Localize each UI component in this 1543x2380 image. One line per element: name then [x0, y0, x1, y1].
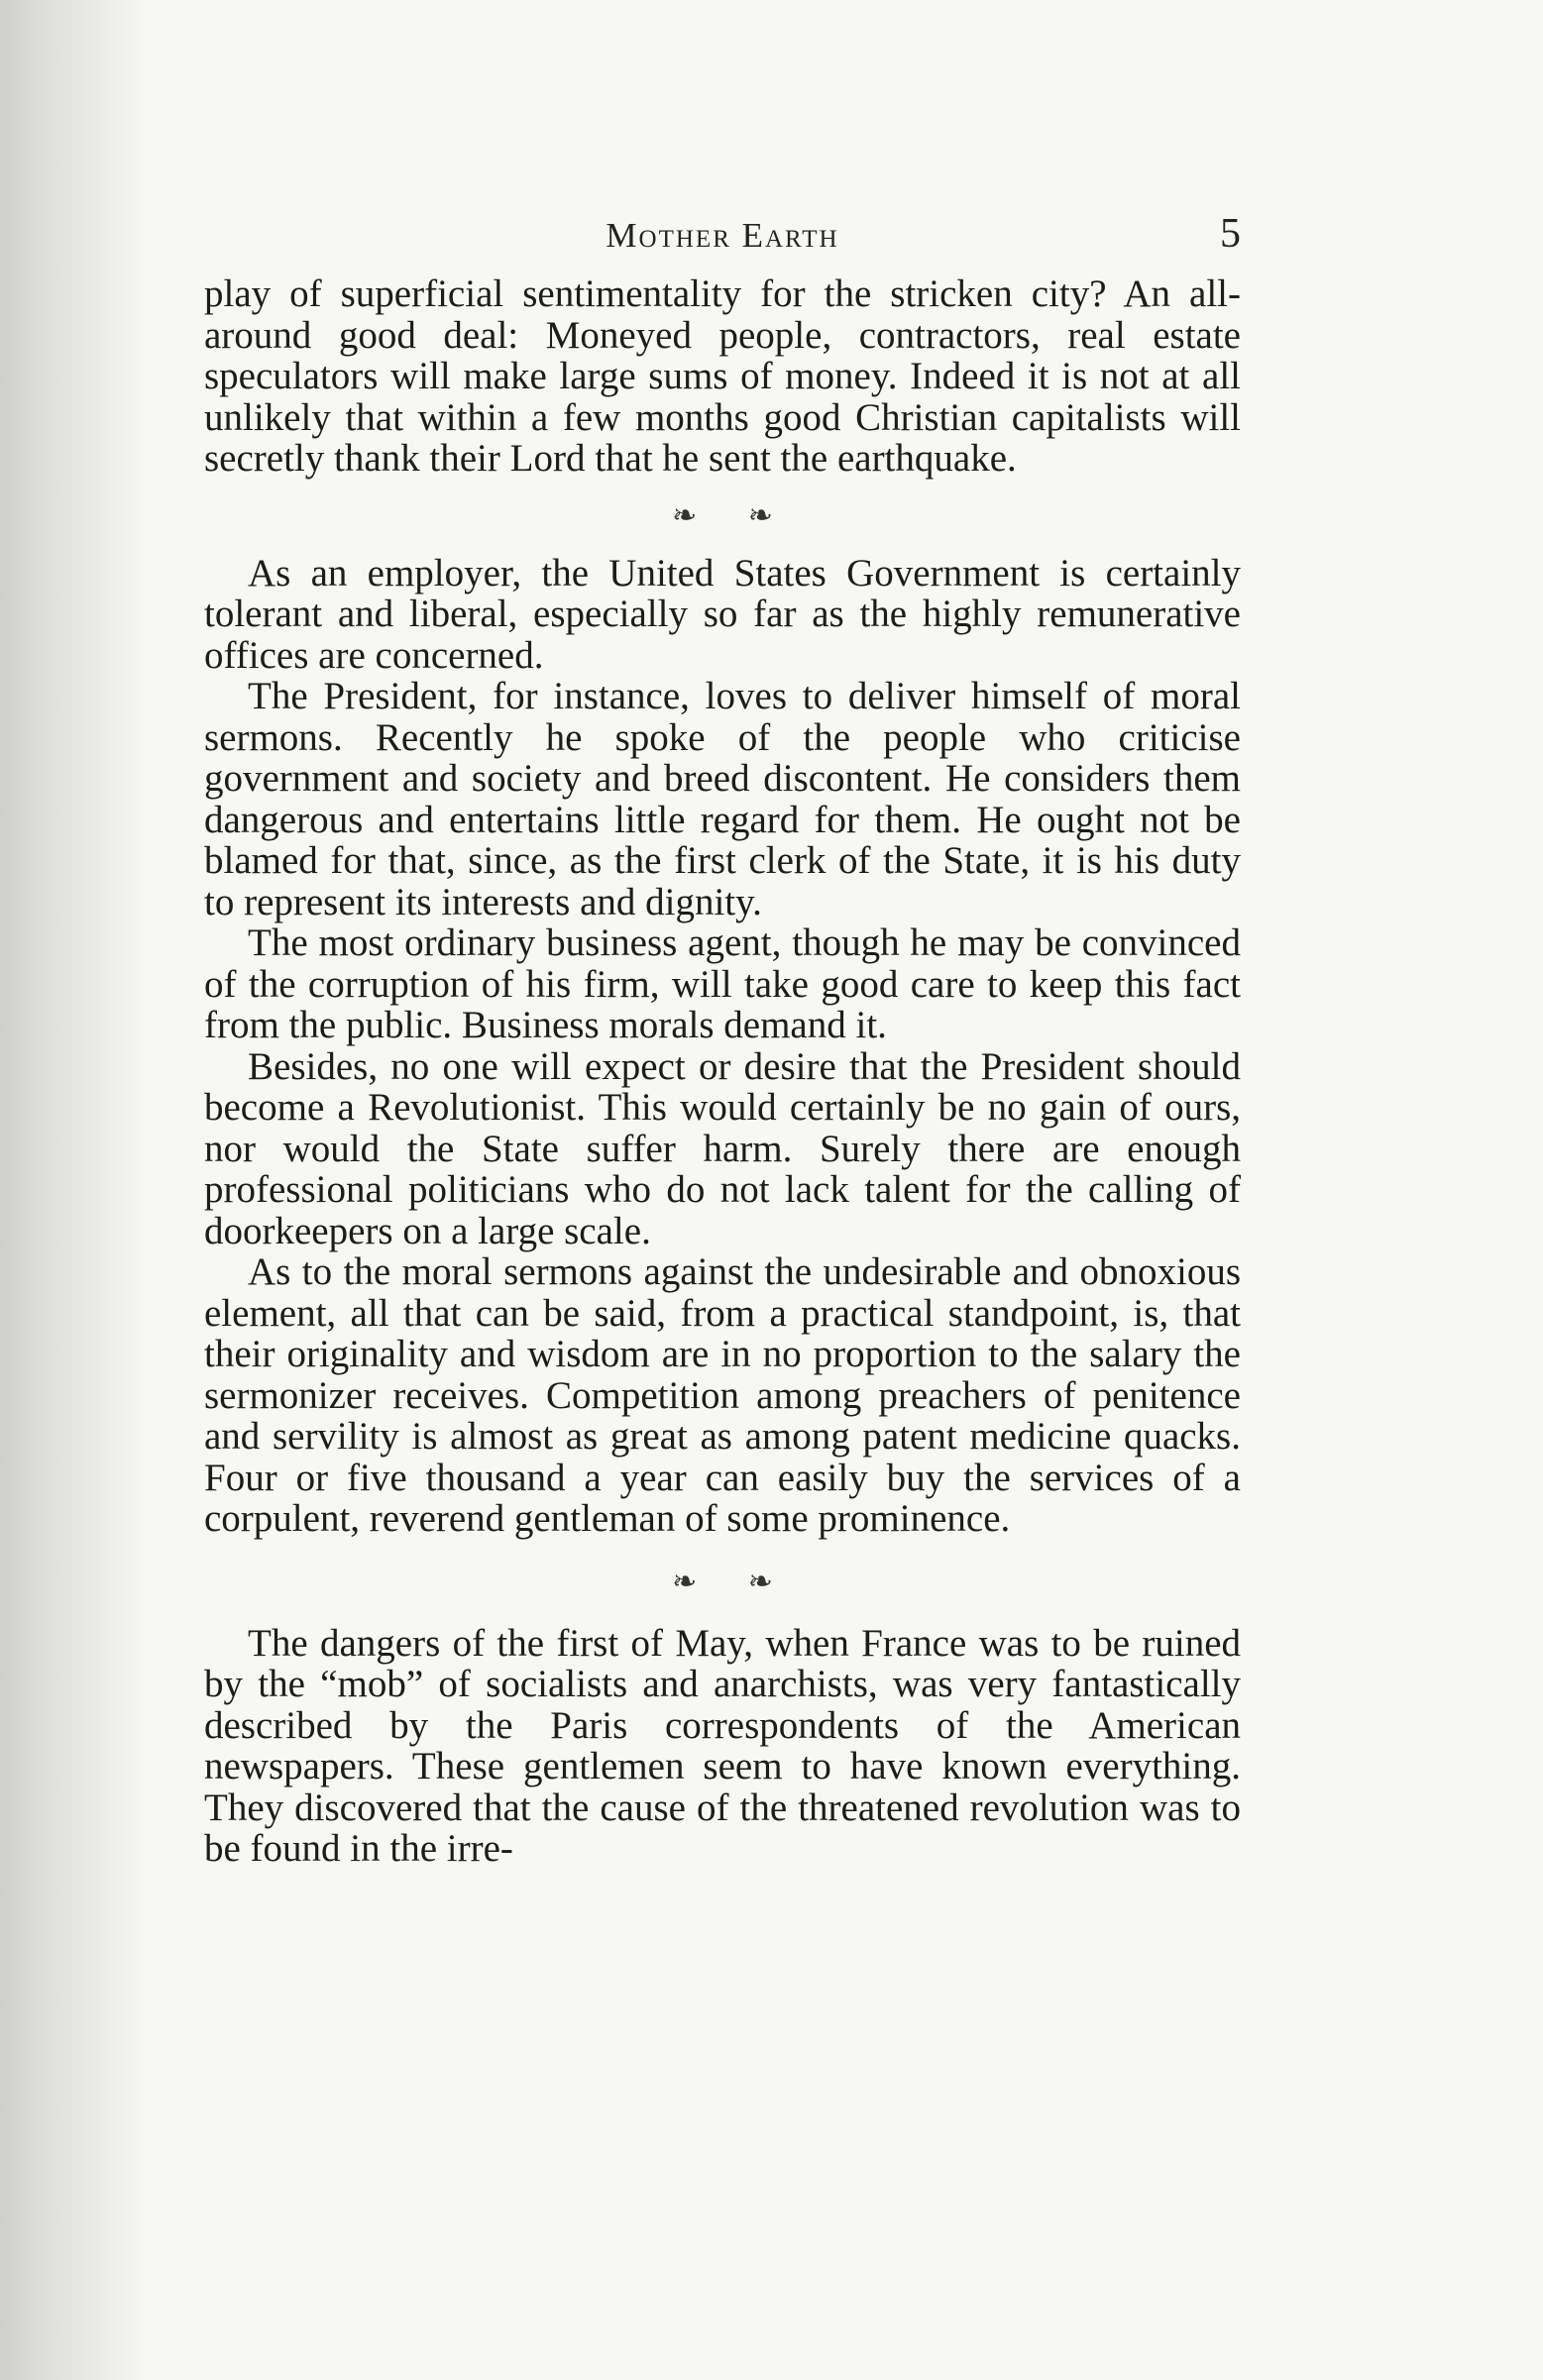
body-text	[204, 273, 1241, 1870]
paragraph-2: As an employer, the United States Government is certainly tolerant and liberal, especially so far as the highly remunerative offices are concerned.	[204, 551, 1241, 677]
paragraph-5: Besides, no one will expect or desire that the President should become a Revolutionist. This would certainly be no gain of ours, nor would the State suffer harm. Surely there are enough professional politicians who do not lack talent for the calling of doorkeepers on a large scale.	[204, 1044, 1241, 1252]
running-head	[204, 198, 1241, 268]
paragraph-1: play of superficial sentimentality for the stricken city? An all-around good deal: Moneyed people, contractors, real estate speculators will make large sums of money. Indeed it is not at all unlikely that within a few months good Christian capitalists will secretly thank their Lord that he sent the earthquake.	[204, 272, 1241, 480]
page-number: 5	[1220, 211, 1241, 257]
paragraph-3: The President, for instance, loves to deliver himself of moral sermons. Recently he spoke of the people who criticise government and society and breed discontent. He considers them dangerous and entertains little regard for them. He ought not be blamed for that, since, as the first clerk of the State, it is his duty to represent its interests and dignity.	[204, 675, 1241, 923]
paragraph-4: The most ordinary business agent, though he may be convinced of the corruption of his firm, will take good care to keep this fact from the public. Business morals demand it.	[204, 921, 1241, 1046]
section-ornament-1: ❧ ❧	[672, 498, 795, 532]
paragraph-7: The dangers of the first of May, when France was to be ruined by the “mob” of socialists and anarchists, was very fantastically described by the Paris correspondents of the American newspapers. These gentlemen seem to have known everything. They discovered that the cause of the threatened revolution was to be found in the irre-	[204, 1621, 1241, 1870]
section-ornament-2: ❧ ❧	[672, 1565, 795, 1598]
scan-edge-shading	[0, 0, 149, 2380]
running-head-title: Mother Earth	[606, 216, 839, 255]
book-page	[204, 198, 1241, 1870]
paragraph-6: As to the moral sermons against the undesirable and obnoxious element, all that can be said, from a practical standpoint, is, that their originality and wisdom are in no proportion to the salary the sermonizer receives. Competition among preachers of penitence and servility is almost as great as among patent medicine quacks. Four or five thousand a year can easily buy the services of a corpulent, reverend gentleman of some prominence.	[204, 1250, 1241, 1540]
